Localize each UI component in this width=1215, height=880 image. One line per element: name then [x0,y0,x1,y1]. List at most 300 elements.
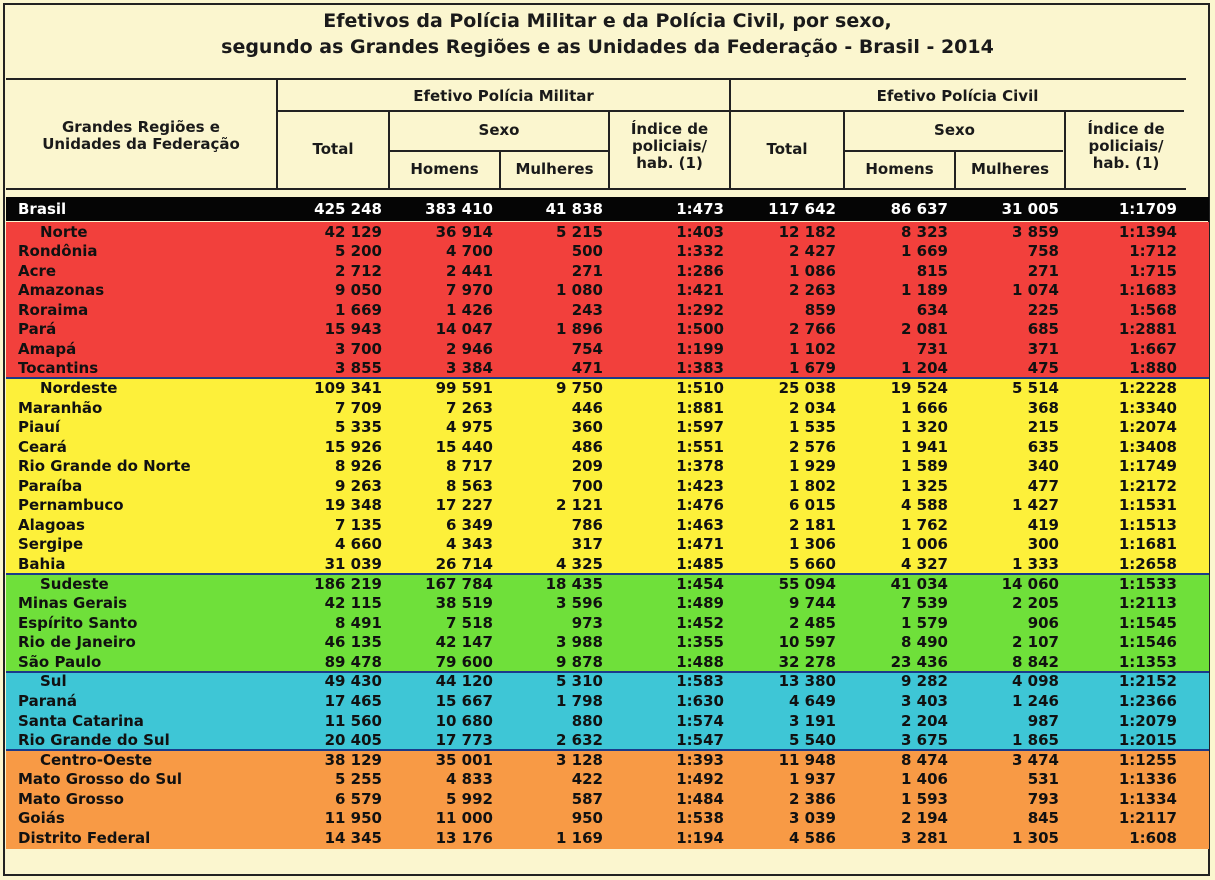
table-row [0,652,1215,672]
pm-mulheres-cell: 4 325 [556,555,603,574]
pc-mulheres-cell: 531 [1027,770,1059,789]
pc-indice-cell: 1:1255 [1118,750,1177,769]
name-cell: Centro-Oeste [40,750,153,769]
pm-total-cell: 9 263 [335,476,382,495]
pc-homens-cell: 4 588 [901,496,948,515]
name-cell: Espírito Santo [18,613,138,632]
pc-mulheres-cell: 793 [1027,789,1059,808]
name-cell: Pernambuco [18,496,124,515]
name-cell: Sul [40,672,67,691]
name-cell: Amazonas [18,281,105,300]
name-cell: Nordeste [40,378,118,397]
table-row [0,613,1215,633]
pc-mulheres-cell: 758 [1027,242,1059,261]
pc-indice-header-line-3: hab. (1) [1092,154,1160,172]
pm-total-cell: 49 430 [324,672,382,691]
pc-total-cell: 32 278 [778,652,836,671]
pm-mulheres-cell: 1 080 [556,281,603,300]
table-row [0,358,1215,378]
pm-indice-cell: 1:383 [676,359,724,378]
pc-homens-cell: 23 436 [890,652,948,671]
pm-indice-cell: 1:355 [676,633,724,652]
pc-total-cell: 2 485 [789,613,836,632]
pm-mulheres-cell: 209 [571,457,603,476]
pc-mulheres-cell: 4 098 [1012,672,1059,691]
name-cell: Brasil [18,200,67,218]
pm-mulheres-cell: 587 [571,789,603,808]
pc-homens-cell: 19 524 [890,378,948,397]
pm-mulheres-cell: 2 121 [556,496,603,515]
table-row [0,534,1215,554]
table-row [0,789,1215,809]
title-line-1: Efetivos da Polícia Militar e da Polícia Civil, por sexo, [323,10,892,32]
pc-homens-cell: 8 474 [901,750,948,769]
pc-homens-cell: 1 204 [901,359,948,378]
pm-indice-cell: 1:597 [676,418,724,437]
pm-mulheres-cell: 950 [571,809,603,828]
pc-indice-cell: 1:2228 [1118,378,1177,397]
pc-indice-cell: 1:568 [1129,300,1177,319]
pc-total-cell: 2 181 [789,515,836,534]
pc-total-cell: 5 660 [789,555,836,574]
pc-homens-cell: 4 327 [901,555,948,574]
pm-indice-cell: 1:489 [676,594,724,613]
pc-group-header: Efetivo Polícia Civil [876,87,1039,105]
pc-total-cell: 9 744 [789,594,836,613]
pm-mulheres-cell: 3 596 [556,594,603,613]
pc-mulheres-cell: 475 [1027,359,1059,378]
pm-indice-cell: 1:454 [676,574,724,593]
table-row [0,398,1215,418]
pc-mulheres-cell: 635 [1027,437,1059,456]
pc-indice-cell: 1:2074 [1118,418,1177,437]
pm-mulheres-cell: 41 838 [545,200,603,218]
pm-indice-cell: 1:423 [676,476,724,495]
pm-indice-cell: 1:194 [676,828,724,847]
region-total-row [0,222,1215,242]
pm-homens-cell: 4 343 [446,535,493,554]
pc-homens-cell: 3 675 [901,731,948,750]
pm-total-cell: 20 405 [324,731,382,750]
group-rule [278,110,1184,112]
pc-indice-cell: 1:1531 [1118,496,1177,515]
name-cell: Amapá [18,339,77,358]
table-row [0,769,1215,789]
pm-mulheres-cell: 1 896 [556,320,603,339]
pc-homens-cell: 2 081 [901,320,948,339]
pc-sexo-header: Sexo [934,121,975,139]
table-row [0,554,1215,574]
pm-mulheres-cell: 500 [571,242,603,261]
pm-mulheres-cell: 700 [571,476,603,495]
table-title [0,8,1215,60]
name-cell: Piauí [18,418,61,437]
pm-indice-cell: 1:421 [676,281,724,300]
pm-mulheres-cell: 3 128 [556,750,603,769]
pm-total-cell: 89 478 [324,652,382,671]
table-row [0,593,1215,613]
pm-indice-cell: 1:583 [676,672,724,691]
pm-indice-cell: 1:476 [676,496,724,515]
name-cell: Alagoas [18,515,85,534]
pc-indice-cell: 1:2658 [1118,555,1177,574]
pm-indice-cell: 1:471 [676,535,724,554]
pm-homens-cell: 99 591 [435,378,493,397]
pm-mulheres-cell: 1 169 [556,828,603,847]
pc-indice-cell: 1:715 [1129,261,1177,280]
pc-indice-cell: 1:2015 [1118,731,1177,750]
pc-mulheres-cell: 5 514 [1012,378,1059,397]
name-cell: Paraíba [18,476,83,495]
pc-total-cell: 1 679 [789,359,836,378]
table-row [0,476,1215,496]
pm-mulheres-cell: 9 750 [556,378,603,397]
pc-homens-cell: 1 325 [901,476,948,495]
pm-homens-cell: 2 946 [446,339,493,358]
pc-indice-cell: 1:2113 [1118,594,1177,613]
pm-total-cell: 3 700 [335,339,382,358]
pc-mulheres-cell: 845 [1027,809,1059,828]
pc-mulheres-cell: 1 246 [1012,691,1059,710]
pc-total-cell: 13 380 [778,672,836,691]
pc-indice-cell: 1:1683 [1118,281,1177,300]
pc-homens-cell: 731 [916,339,948,358]
pc-indice-cell: 1:608 [1129,828,1177,847]
pm-homens-header: Homens [410,160,479,178]
pm-mulheres-cell: 880 [571,711,603,730]
pm-total-cell: 11 560 [324,711,382,730]
pm-total-cell: 42 129 [324,222,382,241]
pc-indice-header-line-1: Índice de [1087,120,1165,138]
table-row [0,691,1215,711]
pc-indice-cell: 1:1681 [1118,535,1177,554]
pc-total-cell: 1 086 [789,261,836,280]
pm-mulheres-cell: 243 [571,300,603,319]
header-top-rule [6,78,1186,80]
pc-homens-cell: 815 [916,261,948,280]
pc-homens-cell: 1 406 [901,770,948,789]
pc-total-cell: 11 948 [778,750,836,769]
pm-homens-cell: 13 176 [435,828,493,847]
pm-homens-cell: 5 992 [446,789,493,808]
pc-homens-cell: 7 539 [901,594,948,613]
pc-mulheres-cell: 419 [1027,515,1059,534]
pc-indice-cell: 1:1513 [1118,515,1177,534]
name-cell: Mato Grosso [18,789,124,808]
pm-indice-cell: 1:484 [676,789,724,808]
pm-total-cell: 17 465 [324,691,382,710]
pm-total-cell: 186 219 [314,574,382,593]
pc-total-cell: 2 576 [789,437,836,456]
pm-homens-cell: 8 717 [446,457,493,476]
name-cell: Santa Catarina [18,711,144,730]
pc-total-cell: 859 [804,300,836,319]
pc-mulheres-cell: 1 305 [1012,828,1059,847]
pm-homens-cell: 1 426 [446,300,493,319]
pm-total-cell: 5 255 [335,770,382,789]
pm-total-cell: 2 712 [335,261,382,280]
pm-indice-cell: 1:500 [676,320,724,339]
pc-homens-cell: 3 403 [901,691,948,710]
pm-mulheres-cell: 317 [571,535,603,554]
pc-indice-cell: 1:712 [1129,242,1177,261]
pm-mulheres-cell: 786 [571,515,603,534]
row-label-header [8,119,274,153]
pm-indice-cell: 1:510 [676,378,724,397]
pm-mulheres-cell: 9 878 [556,652,603,671]
pm-mulheres-cell: 422 [571,770,603,789]
pc-mulheres-cell: 906 [1027,613,1059,632]
pc-total-cell: 5 540 [789,731,836,750]
pc-mulheres-cell: 14 060 [1001,574,1059,593]
pm-homens-cell: 36 914 [435,222,493,241]
pc-indice-header-line-2: policiais/ [1088,137,1164,155]
pm-homens-cell: 7 263 [446,398,493,417]
pm-total-cell: 15 926 [324,437,382,456]
name-cell: Tocantins [18,359,99,378]
pm-indice-cell: 1:538 [676,809,724,828]
pc-mulheres-cell: 300 [1027,535,1059,554]
pm-homens-cell: 10 680 [435,711,493,730]
table-row [0,280,1215,300]
pm-total-cell: 1 669 [335,300,382,319]
pc-homens-cell: 634 [916,300,948,319]
pc-indice-cell: 1:1336 [1118,770,1177,789]
name-cell: Paraná [18,691,78,710]
pm-total-cell: 6 579 [335,789,382,808]
pc-total-cell: 1 937 [789,770,836,789]
table-row [0,730,1215,750]
name-cell: Sudeste [40,574,109,593]
region-total-row [0,750,1215,770]
pm-total-cell: 46 135 [324,633,382,652]
pm-indice-cell: 1:574 [676,711,724,730]
pm-total-cell: 3 855 [335,359,382,378]
pc-mulheres-cell: 477 [1027,476,1059,495]
name-cell: Rondônia [18,242,98,261]
pc-mulheres-cell: 1 865 [1012,731,1059,750]
pc-mulheres-cell: 31 005 [1001,200,1059,218]
pm-total-cell: 8 926 [335,457,382,476]
pc-mulheres-cell: 3 474 [1012,750,1059,769]
pc-indice-cell: 1:2117 [1118,809,1177,828]
pc-total-cell: 4 586 [789,828,836,847]
pc-mulheres-cell: 2 205 [1012,594,1059,613]
name-cell: Ceará [18,437,67,456]
pm-total-cell: 9 050 [335,281,382,300]
name-cell: Acre [18,261,57,280]
pm-mulheres-cell: 486 [571,437,603,456]
table-row [0,417,1215,437]
pc-homens-cell: 3 281 [901,828,948,847]
pc-indice-cell: 1:1394 [1118,222,1177,241]
pc-indice-cell: 1:2881 [1118,320,1177,339]
row-label-header-line-1: Grandes Regiões e [62,118,220,136]
pm-indice-cell: 1:547 [676,731,724,750]
table-row [0,319,1215,339]
pc-homens-cell: 1 669 [901,242,948,261]
pm-total-cell: 5 200 [335,242,382,261]
pc-mulheres-cell: 271 [1027,261,1059,280]
pc-mulheres-cell: 368 [1027,398,1059,417]
pc-mulheres-cell: 1 074 [1012,281,1059,300]
pm-indice-cell: 1:452 [676,613,724,632]
name-cell: Goiás [18,809,65,828]
pm-indice-cell: 1:393 [676,750,724,769]
pc-homens-cell: 2 204 [901,711,948,730]
pm-total-cell: 8 491 [335,613,382,632]
pc-total-cell: 2 427 [789,242,836,261]
pc-indice-cell: 1:1353 [1118,652,1177,671]
pm-indice-cell: 1:463 [676,515,724,534]
pm-homens-cell: 7 970 [446,281,493,300]
brasil-row [0,199,1215,219]
pm-total-cell: 14 345 [324,828,382,847]
pm-homens-cell: 3 384 [446,359,493,378]
pc-indice-cell: 1:2172 [1118,476,1177,495]
pc-indice-cell: 1:3408 [1118,437,1177,456]
table-row [0,828,1215,848]
pm-total-cell: 19 348 [324,496,382,515]
pm-homens-cell: 17 773 [435,731,493,750]
pm-indice-cell: 1:199 [676,339,724,358]
name-cell: Maranhão [18,398,103,417]
pc-mulheres-cell: 371 [1027,339,1059,358]
pm-mulheres-cell: 446 [571,398,603,417]
pm-group-header: Efetivo Polícia Militar [413,87,594,105]
pc-indice-cell: 1:1334 [1118,789,1177,808]
pm-homens-cell: 14 047 [435,320,493,339]
pc-indice-cell: 1:1749 [1118,457,1177,476]
pm-homens-cell: 44 120 [435,672,493,691]
name-cell: São Paulo [18,652,102,671]
table-row [0,437,1215,457]
pc-total-header: Total [766,140,808,158]
pc-homens-cell: 9 282 [901,672,948,691]
pc-indice-cell: 1:1545 [1118,613,1177,632]
pc-total-cell: 2 766 [789,320,836,339]
pm-mulheres-cell: 2 632 [556,731,603,750]
pc-homens-cell: 1 589 [901,457,948,476]
pc-indice-cell: 1:3340 [1118,398,1177,417]
pc-mulheres-cell: 8 842 [1012,652,1059,671]
pc-homens-header: Homens [865,160,934,178]
pc-total-cell: 55 094 [778,574,836,593]
pm-homens-cell: 7 518 [446,613,493,632]
pc-indice-cell: 1:667 [1129,339,1177,358]
pm-indice-cell: 1:488 [676,652,724,671]
pm-homens-cell: 42 147 [435,633,493,652]
pc-mulheres-cell: 987 [1027,711,1059,730]
pc-total-cell: 1 306 [789,535,836,554]
name-cell: Rio Grande do Norte [18,457,191,476]
title-line-2: segundo as Grandes Regiões e as Unidades da Federação - Brasil - 2014 [221,36,994,58]
name-cell: Rio de Janeiro [18,633,136,652]
pc-mulheres-cell: 3 859 [1012,222,1059,241]
pm-homens-cell: 383 410 [425,200,493,218]
region-total-row [0,378,1215,398]
pm-homens-cell: 6 349 [446,515,493,534]
table-row [0,515,1215,535]
pc-mulheres-cell: 225 [1027,300,1059,319]
pm-indice-cell: 1:485 [676,555,724,574]
pm-homens-cell: 4 700 [446,242,493,261]
table-row [0,495,1215,515]
pm-total-cell: 5 335 [335,418,382,437]
pm-mulheres-cell: 18 435 [545,574,603,593]
table-row [0,241,1215,261]
name-cell: Pará [18,320,57,339]
pm-indice-cell: 1:378 [676,457,724,476]
pc-indice-cell: 1:1709 [1118,200,1177,218]
table-row [0,808,1215,828]
pc-mulheres-cell: 2 107 [1012,633,1059,652]
pm-homens-cell: 11 000 [435,809,493,828]
pm-indice-cell: 1:332 [676,242,724,261]
pm-indice-header-line-1: Índice de [630,120,709,138]
pm-total-cell: 109 341 [314,378,382,397]
table-row [0,261,1215,281]
pm-total-cell: 15 943 [324,320,382,339]
pm-homens-cell: 26 714 [435,555,493,574]
pm-indice-cell: 1:630 [676,691,724,710]
pc-mulheres-cell: 340 [1027,457,1059,476]
pc-homens-cell: 1 006 [901,535,948,554]
pm-indice-cell: 1:292 [676,300,724,319]
pc-total-cell: 4 649 [789,691,836,710]
pm-mulheres-cell: 973 [571,613,603,632]
pc-homens-cell: 1 189 [901,281,948,300]
pc-mulheres-cell: 1 333 [1012,555,1059,574]
pc-total-cell: 12 182 [778,222,836,241]
pc-homens-cell: 8 323 [901,222,948,241]
pm-total-header: Total [312,140,354,158]
pc-homens-cell: 41 034 [890,574,948,593]
pm-homens-cell: 15 440 [435,437,493,456]
pc-total-cell: 3 039 [789,809,836,828]
pc-total-cell: 10 597 [778,633,836,652]
table-row [0,711,1215,731]
pm-mulheres-cell: 271 [571,261,603,280]
name-cell: Distrito Federal [18,828,151,847]
pc-total-cell: 117 642 [768,200,836,218]
pm-total-cell: 42 115 [324,594,382,613]
pm-total-cell: 38 129 [324,750,382,769]
pm-homens-cell: 15 667 [435,691,493,710]
pc-total-cell: 6 015 [789,496,836,515]
name-cell: Sergipe [18,535,84,554]
pm-homens-cell: 17 227 [435,496,493,515]
pm-indice-cell: 1:473 [676,200,724,218]
pm-homens-cell: 2 441 [446,261,493,280]
pm-total-cell: 7 709 [335,398,382,417]
pc-total-cell: 1 102 [789,339,836,358]
name-cell: Rio Grande do Sul [18,731,170,750]
pc-total-cell: 1 535 [789,418,836,437]
pc-indice-cell: 1:2152 [1118,672,1177,691]
pc-total-cell: 3 191 [789,711,836,730]
pc-mulheres-cell: 215 [1027,418,1059,437]
row-label-header-line-2: Unidades da Federação [42,135,240,153]
pm-mulheres-cell: 3 988 [556,633,603,652]
pc-mulheres-header: Mulheres [970,160,1050,178]
name-cell: Norte [40,222,88,241]
pc-indice-header [1066,121,1186,172]
pc-homens-cell: 1 762 [901,515,948,534]
pc-homens-cell: 1 579 [901,613,948,632]
pc-total-cell: 1 929 [789,457,836,476]
region-total-row [0,574,1215,594]
